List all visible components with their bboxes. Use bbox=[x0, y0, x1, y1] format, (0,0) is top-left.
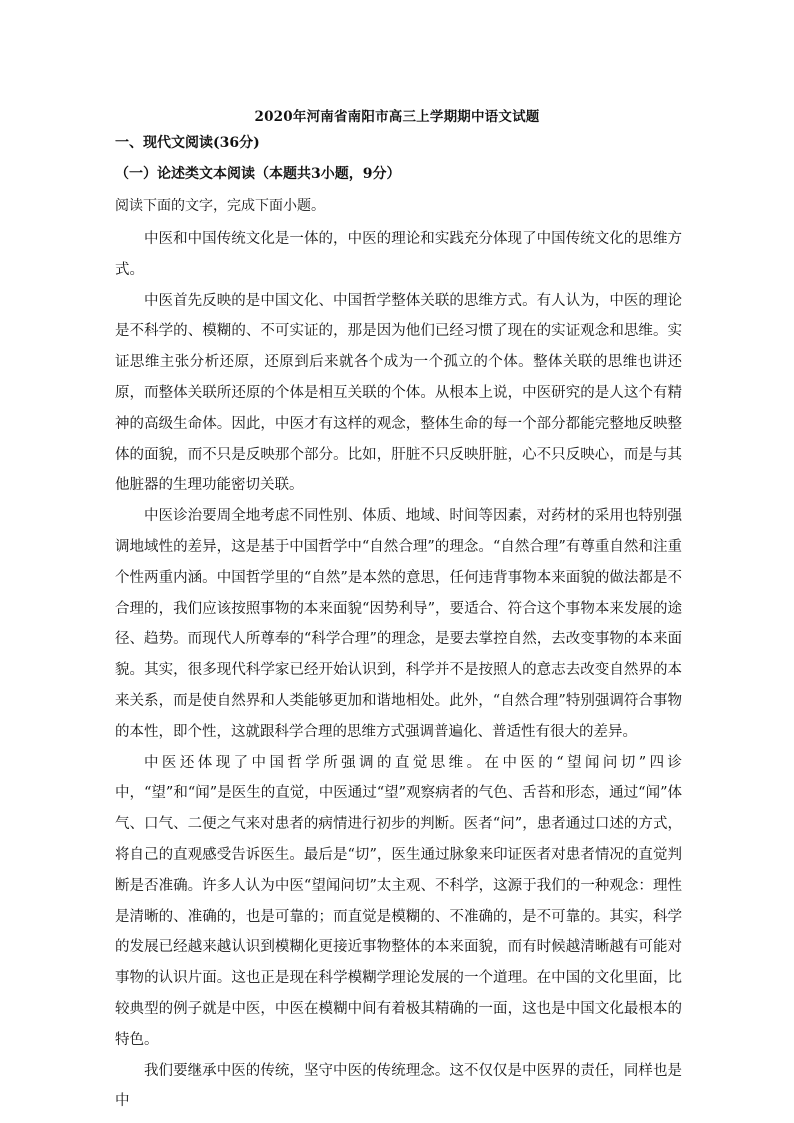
reading-passage bbox=[115, 224, 682, 1117]
passage-paragraph: 我们要继承中医的传统，坚守中医的传统理念。这不仅仅是中医界的责任，同样也是中 bbox=[115, 1062, 682, 1110]
passage-paragraph: 中医和中国传统文化是一体的，中医的理论和实践充分体现了中国传统文化的思维方式。 bbox=[115, 231, 682, 278]
reading-instruction: 阅读下面的文字，完成下面小题。 bbox=[115, 198, 325, 214]
section-heading-modern-reading: 一、现代文阅读(36分) bbox=[115, 135, 260, 151]
passage-paragraph: 中医还体现了中国哲学所强调的直觉思维。在中医的“望闻问切”四诊中，“望”和“闻”是医生的直觉，中医通过“望”观察病者的气色、舌苔和形态，通过“闻”体气、口气、二便之气来对患者的病情进行初步的判断。医者“问”，患者通过口述的方式，将自己的直观感受告诉医生。最后是“切”，医生通过脉象来印证医者对患者情况的直觉判断是否准确。许多人认为中医“望闻问切”太主观、不科学，这源于我们的一种观念：理性是清晰的、准确的，也是可靠的；而直觉是模糊的、不准确的，是不可靠的。其实，科学的发展已经越来越认识到模糊化更接近事物整体的本来面貌，而有时候越清晰越有可能对事物的认识片面。这也正是现在科学模糊学理论发展的一个道理。在中国的文化里面，比较典型的例子就是中医，中医在模糊中间有着极其精确的一面，这也是中国文化最根本的特色。 bbox=[115, 754, 682, 1048]
passage-paragraph: 中医诊治要周全地考虑不同性别、体质、地域、时间等因素，对药材的采用也特别强调地域性的差异，这是基于中国哲学中“自然合理”的理念。“自然合理”有尊重自然和注重个性两重内涵。中国哲学里的“自然”是本然的意思，任何违背事物本来面貌的做法都是不合理的，我们应该按照事物的本来面貌“因势利导”，要适合、符合这个事物本来发展的途径、趋势。而现代人所尊奉的“科学合理”的理念，是要去掌控自然，去改变事物的本来面貌。其实，很多现代科学家已经开始认识到，科学并不是按照人的意志去改变自然界的本来关系，而是使自然界和人类能够更加和谐地相处。此外，“自然合理”特别强调符合事物的本性，即个性，这就跟科学合理的思维方式强调普遍化、普适性有很大的差异。 bbox=[115, 508, 682, 740]
passage-paragraph: 中医首先反映的是中国文化、中国哲学整体关联的思维方式。有人认为，中医的理论是不科学的、模糊的、不可实证的，那是因为他们已经习惯了现在的实证观念和思维。实证思维主张分析还原，还原到后来就各个成为一个孤立的个体。整体关联的思维也讲还原，而整体关联所还原的个体是相互关联的个体。从根本上说，中医研究的是人这个有精神的高级生命体。因此，中医才有这样的观念，整体生命的每一个部分都能完整地反映整体的面貌，而不只是反映那个部分。比如，肝脏不只反映肝脏，心不只反映心，而是与其他脏器的生理功能密切关联。 bbox=[115, 292, 682, 494]
subsection-heading-argumentative: （一）论述类文本阅读（本题共3小题，9分） bbox=[115, 166, 401, 182]
document-title: 2020年河南省南阳市高三上学期期中语文试题 bbox=[254, 109, 540, 125]
